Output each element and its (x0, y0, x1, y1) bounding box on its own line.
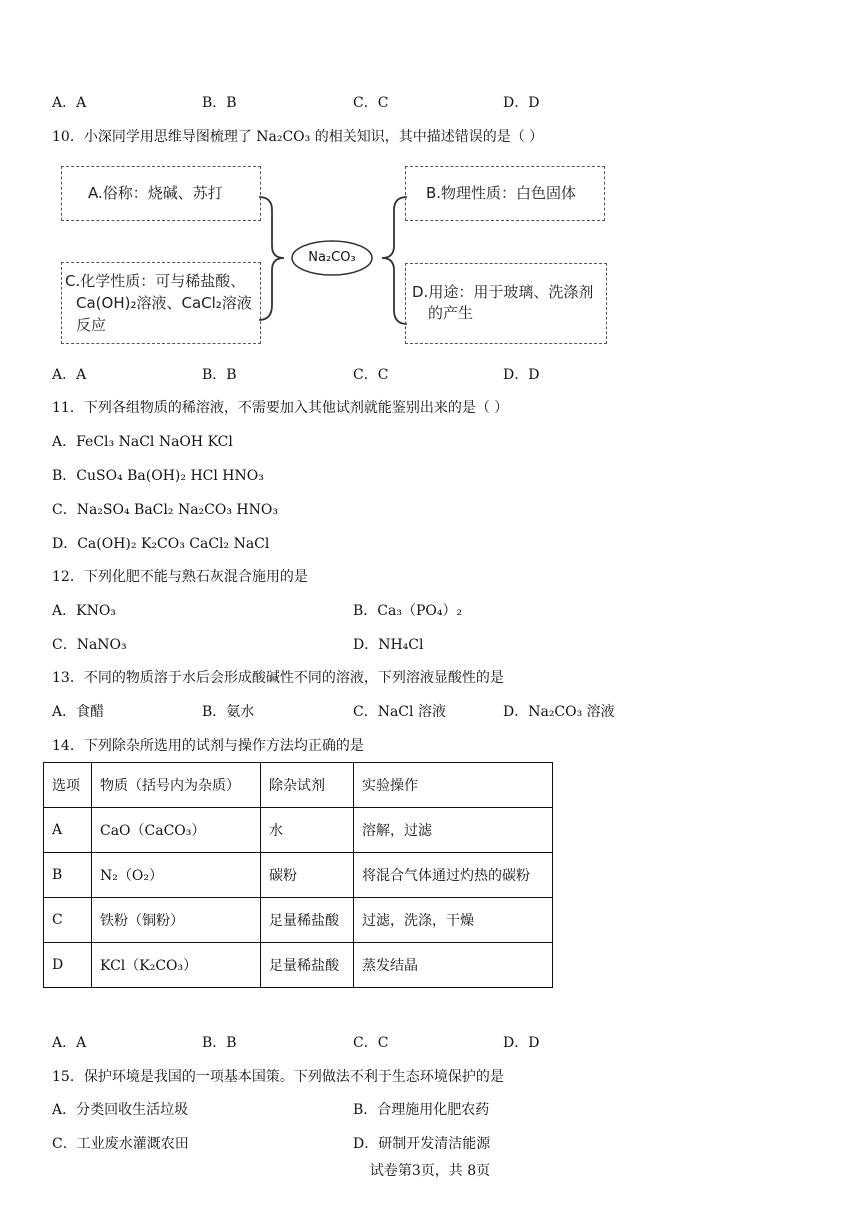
page-footer: 试卷第3页，共 8页 (369, 1163, 491, 1179)
table-row (44, 808, 553, 853)
q15-option-a: A．分类回收生活垃圾 (52, 1102, 189, 1118)
q13-stem: 13．不同的物质溶于水后会形成酸碱性不同的溶液，下列溶液显酸性的是 (52, 670, 504, 686)
q13-option-b: B．氨水 (202, 704, 255, 720)
table-cell: 足量稀盐酸 (261, 898, 354, 943)
table-cell: 碳粉 (261, 853, 354, 898)
table-cell: KCl（K₂CO₃） (92, 943, 261, 988)
box-d (405, 263, 607, 344)
table-header-cell: 除杂试剂 (261, 763, 354, 808)
box-c-line3: 反应 (76, 316, 107, 334)
q12-option-b: B．Ca₃（PO₄）₂ (353, 603, 463, 619)
table-cell: 溶解，过滤 (354, 808, 553, 853)
table-cell: C (44, 898, 92, 943)
table-row (44, 898, 553, 943)
right-brace (382, 197, 407, 324)
q15-stem: 15．保护环境是我国的一项基本国策。下列做法不利于生态环境保护的是 (52, 1069, 504, 1085)
q14-option-b: B．B (202, 1035, 237, 1051)
q10-option-d: D．D (503, 367, 540, 383)
q9-option-d: D．D (503, 95, 540, 111)
q12-option-c: C．NaNO₃ (52, 637, 127, 653)
table-cell: B (44, 853, 92, 898)
q13-option-c: C．NaCl 溶液 (353, 704, 446, 720)
q11-stem: 11．下列各组物质的稀溶液，不需要加入其他试剂就能鉴别出来的是（ ） (52, 400, 509, 416)
table-cell: 足量稀盐酸 (261, 943, 354, 988)
table-header-cell: 实验操作 (354, 763, 553, 808)
q11-option-a: A．FeCl₃ NaCl NaOH KCl (52, 434, 233, 450)
q10-option-c: C．C (353, 367, 389, 383)
q9-option-b: B．B (202, 95, 237, 111)
box-a (61, 166, 261, 221)
q10-option-b: B．B (202, 367, 237, 383)
box-b-text: B.物理性质：白色固体 (426, 184, 577, 202)
table-cell: 蒸发结晶 (354, 943, 553, 988)
table-row (44, 943, 553, 988)
q15-option-d: D．研制开发清洁能源 (353, 1136, 491, 1152)
q9-option-a: A．A (52, 95, 87, 111)
table-header-row (44, 763, 553, 808)
q15-option-b: B．合理施用化肥农药 (353, 1102, 490, 1118)
q14-table (43, 762, 553, 988)
q9-option-c: C．C (353, 95, 389, 111)
box-b (405, 166, 605, 221)
q11-option-c: C．Na₂SO₄ BaCl₂ Na₂CO₃ HNO₃ (52, 502, 278, 518)
q14-option-a: A．A (52, 1035, 87, 1051)
q10-stem: 10．小深同学用思维导图梳理了 Na₂CO₃ 的相关知识，其中描述错误的是（ ） (52, 129, 544, 145)
q15-option-c: C．工业废水灌溉农田 (52, 1136, 189, 1152)
q14-option-c: C．C (353, 1035, 389, 1051)
box-c-line2: Ca(OH)₂溶液、CaCl₂溶液 (76, 294, 252, 312)
q12-stem: 12．下列化肥不能与熟石灰混合施用的是 (52, 569, 308, 585)
table-cell: CaO（CaCO₃） (92, 808, 261, 853)
center-label: Na₂CO₃ (308, 250, 356, 265)
q14-stem: 14．下列除杂所选用的试剂与操作方法均正确的是 (52, 738, 364, 754)
q13-option-a: A．食醋 (52, 704, 105, 720)
box-d-line1: D.用途：用于玻璃、洗涤剂 (412, 283, 594, 301)
table-cell: 将混合气体通过灼热的碳粉 (354, 853, 553, 898)
q11-option-b: B．CuSO₄ Ba(OH)₂ HCl HNO₃ (52, 468, 264, 484)
table-header-cell: 选项 (44, 763, 92, 808)
q10-option-a: A．A (52, 367, 87, 383)
table-cell: D (44, 943, 92, 988)
q12-option-a: A．KNO₃ (52, 603, 116, 619)
q13-option-d: D．Na₂CO₃ 溶液 (503, 704, 615, 720)
q14-option-d: D．D (503, 1035, 540, 1051)
box-a-text: A.俗称：烧碱、苏打 (88, 184, 223, 202)
table-row (44, 853, 553, 898)
table-cell: 水 (261, 808, 354, 853)
box-d-line2: 的产生 (428, 304, 474, 322)
table-cell: 过滤，洗涤，干燥 (354, 898, 553, 943)
box-c-line1: C.化学性质：可与稀盐酸、 (65, 272, 246, 290)
table-cell: N₂（O₂） (92, 853, 261, 898)
table-cell: A (44, 808, 92, 853)
left-brace (259, 197, 284, 320)
table-cell: 铁粉（铜粉） (92, 898, 261, 943)
table-header-cell: 物质（括号内为杂质） (92, 763, 261, 808)
q12-option-d: D．NH₄Cl (353, 637, 424, 653)
q11-option-d: D．Ca(OH)₂ K₂CO₃ CaCl₂ NaCl (52, 536, 270, 552)
box-c (61, 262, 261, 344)
